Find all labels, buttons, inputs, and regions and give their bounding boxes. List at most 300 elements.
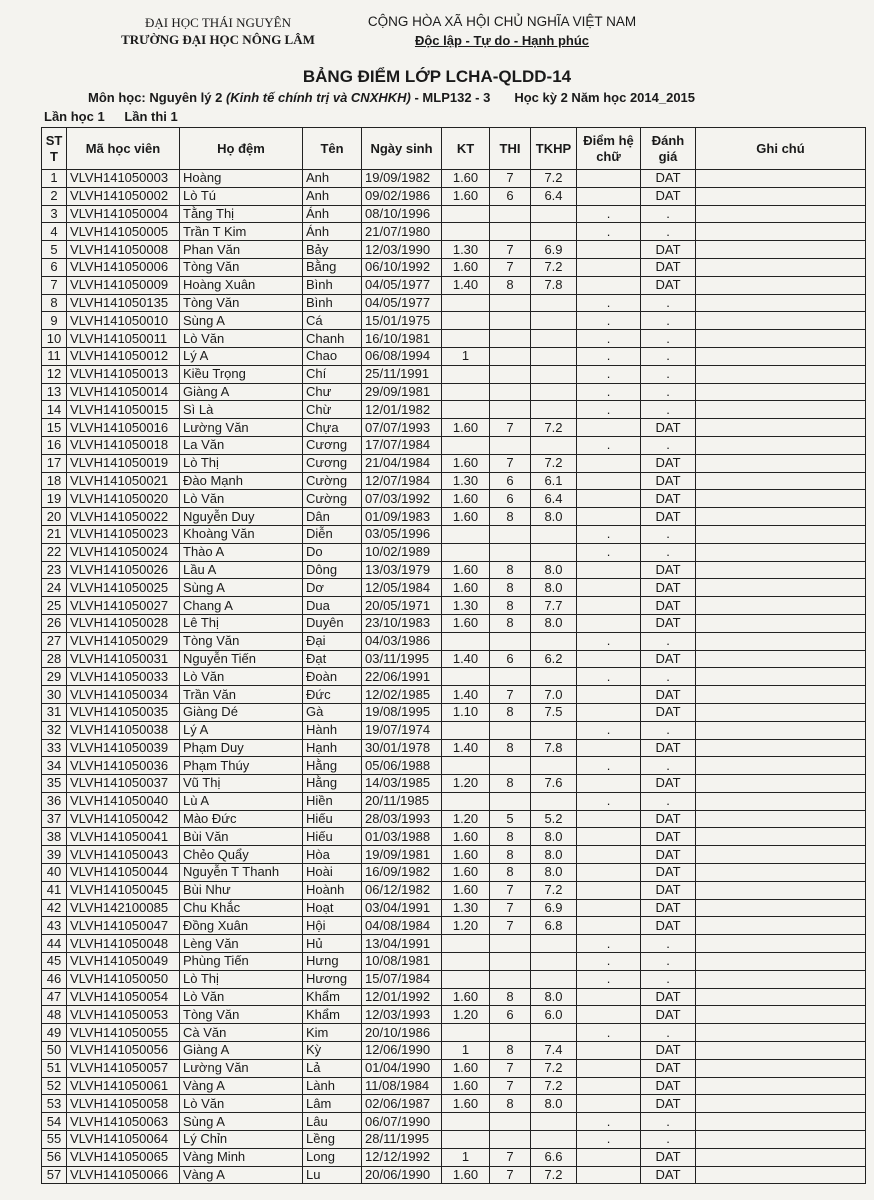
cell-dob: 06/08/1994 [362,347,442,365]
cell-stt: 44 [42,935,67,953]
cell-tkhp: 7.2 [531,419,577,437]
cell-student-code: VLVH141050015 [67,401,180,419]
cell-rating: DAT [641,1166,696,1184]
cell-dob: 09/02/1986 [362,187,442,205]
cell-note [696,508,866,526]
cell-surname: Lường Văn [180,419,303,437]
page-title: BẢNG ĐIỂM LỚP LCHA-QLDD-14 [302,67,572,86]
cell-letter-grade: . [577,1113,641,1131]
cell-thi: 8 [490,1042,531,1060]
cell-letter-grade [577,1077,641,1095]
cell-letter-grade [577,810,641,828]
cell-dob: 21/04/1984 [362,454,442,472]
cell-thi [490,792,531,810]
cell-rating: DAT [641,864,696,882]
table-row [42,294,866,312]
cell-kt [442,953,490,971]
cell-thi: 8 [490,579,531,597]
cell-surname: Lò Văn [180,988,303,1006]
cell-kt: 1.60 [442,1059,490,1077]
cell-tkhp: 8.0 [531,579,577,597]
cell-kt [442,668,490,686]
exam-attempt: Lần thi 1 [124,109,178,124]
cell-thi: 6 [490,472,531,490]
cell-surname: Cà Văn [180,1024,303,1042]
cell-kt: 1.60 [442,881,490,899]
cell-kt: 1.30 [442,472,490,490]
cell-tkhp: 6.2 [531,650,577,668]
cell-note [696,775,866,793]
cell-stt: 41 [42,881,67,899]
cell-student-code: VLVH141050021 [67,472,180,490]
cell-dob: 20/05/1971 [362,597,442,615]
cell-stt: 17 [42,454,67,472]
cell-letter-grade: . [577,721,641,739]
cell-stt: 23 [42,561,67,579]
cell-stt: 18 [42,472,67,490]
cell-kt [442,223,490,241]
cell-tkhp [531,347,577,365]
cell-stt: 30 [42,686,67,704]
cell-stt: 47 [42,988,67,1006]
cell-letter-grade [577,597,641,615]
cell-letter-grade: . [577,1131,641,1149]
cell-student-code: VLVH141050006 [67,258,180,276]
cell-dob: 12/02/1985 [362,686,442,704]
cell-rating: DAT [641,1059,696,1077]
cell-stt: 46 [42,970,67,988]
cell-thi: 7 [490,881,531,899]
cell-tkhp: 8.0 [531,1095,577,1113]
cell-student-code: VLVH141050002 [67,187,180,205]
cell-name: Ánh [303,205,362,223]
cell-name: Cá [303,312,362,330]
cell-letter-grade [577,490,641,508]
cell-name: Hòa [303,846,362,864]
cell-kt [442,436,490,454]
cell-thi [490,312,531,330]
table-row [42,1077,866,1095]
cell-stt: 3 [42,205,67,223]
subject-prefix: Môn học: Nguyên lý 2 [88,90,226,105]
cell-note [696,1113,866,1131]
cell-surname: Trần Văn [180,686,303,704]
cell-thi: 6 [490,650,531,668]
cell-dob: 10/02/1989 [362,543,442,561]
cell-rating: DAT [641,828,696,846]
cell-rating: DAT [641,490,696,508]
cell-dob: 19/08/1995 [362,703,442,721]
cell-dob: 12/03/1993 [362,1006,442,1024]
cell-thi [490,632,531,650]
cell-name: Do [303,543,362,561]
cell-tkhp [531,935,577,953]
cell-rating: DAT [641,703,696,721]
table-row [42,241,866,259]
cell-name: Anh [303,187,362,205]
cell-stt: 45 [42,953,67,971]
cell-kt: 1.60 [442,258,490,276]
cell-kt: 1.60 [442,454,490,472]
subject-code: - MLP132 - 3 [410,90,491,105]
cell-letter-grade [577,917,641,935]
cell-kt [442,757,490,775]
cell-student-code: VLVH141050023 [67,525,180,543]
cell-rating: DAT [641,775,696,793]
cell-letter-grade: . [577,347,641,365]
cell-name: Gà [303,703,362,721]
cell-thi: 8 [490,864,531,882]
cell-rating: DAT [641,561,696,579]
cell-tkhp: 8.0 [531,508,577,526]
cell-surname: Lò Văn [180,668,303,686]
cell-kt [442,1024,490,1042]
cell-rating: DAT [641,899,696,917]
cell-stt: 22 [42,543,67,561]
cell-stt: 11 [42,347,67,365]
cell-dob: 05/06/1988 [362,757,442,775]
cell-student-code: VLVH141050043 [67,846,180,864]
cell-thi [490,223,531,241]
cell-thi [490,525,531,543]
cell-tkhp: 6.0 [531,1006,577,1024]
cell-tkhp [531,330,577,348]
cell-tkhp [531,436,577,454]
cell-rating: . [641,721,696,739]
cell-name: Cương [303,436,362,454]
cell-stt: 56 [42,1148,67,1166]
table-row [42,828,866,846]
cell-dob: 06/10/1992 [362,258,442,276]
table-row [42,597,866,615]
cell-tkhp [531,668,577,686]
cell-tkhp [531,1024,577,1042]
cell-thi: 8 [490,561,531,579]
cell-letter-grade [577,775,641,793]
cell-rating: DAT [641,614,696,632]
cell-student-code: VLVH141050048 [67,935,180,953]
cell-rating: . [641,1024,696,1042]
cell-kt: 1.60 [442,1166,490,1184]
cell-thi: 8 [490,846,531,864]
cell-note [696,899,866,917]
cell-tkhp [531,792,577,810]
table-row [42,525,866,543]
cell-stt: 50 [42,1042,67,1060]
cell-dob: 03/11/1995 [362,650,442,668]
cell-surname: Đồng Xuân [180,917,303,935]
cell-kt: 1.60 [442,579,490,597]
cell-letter-grade: . [577,935,641,953]
cell-tkhp: 7.6 [531,775,577,793]
cell-student-code: VLVH141050012 [67,347,180,365]
cell-thi [490,757,531,775]
table-row [42,187,866,205]
cell-rating: DAT [641,276,696,294]
cell-kt: 1.60 [442,508,490,526]
cell-kt [442,1131,490,1149]
cell-tkhp [531,365,577,383]
cell-name: Lành [303,1077,362,1095]
cell-kt: 1.20 [442,917,490,935]
cell-name: Chao [303,347,362,365]
cell-tkhp [531,525,577,543]
cell-student-code: VLVH141050063 [67,1113,180,1131]
cell-note [696,1095,866,1113]
cell-kt [442,294,490,312]
cell-name: Đức [303,686,362,704]
table-row [42,1006,866,1024]
cell-name: Dua [303,597,362,615]
cell-note [696,1166,866,1184]
cell-letter-grade: . [577,330,641,348]
cell-surname: Phạm Thúy [180,757,303,775]
cell-name: Hiền [303,792,362,810]
cell-name: Bình [303,294,362,312]
cell-stt: 55 [42,1131,67,1149]
cell-thi: 8 [490,739,531,757]
cell-dob: 01/03/1988 [362,828,442,846]
cell-tkhp: 6.6 [531,1148,577,1166]
cell-student-code: VLVH141050008 [67,241,180,259]
cell-stt: 12 [42,365,67,383]
cell-dob: 04/08/1984 [362,917,442,935]
cell-thi: 8 [490,1095,531,1113]
cell-surname: Bùi Như [180,881,303,899]
cell-rating: . [641,668,696,686]
cell-surname: Hoàng [180,170,303,188]
cell-stt: 16 [42,436,67,454]
cell-rating: DAT [641,258,696,276]
cell-thi: 8 [490,988,531,1006]
cell-thi [490,401,531,419]
cell-surname: Nguyễn Tiến [180,650,303,668]
cell-dob: 12/07/1984 [362,472,442,490]
cell-rating: . [641,543,696,561]
cell-letter-grade [577,472,641,490]
table-row [42,1024,866,1042]
cell-rating: . [641,792,696,810]
cell-stt: 57 [42,1166,67,1184]
cell-letter-grade: . [577,312,641,330]
cell-kt: 1.60 [442,864,490,882]
cell-stt: 51 [42,1059,67,1077]
cell-thi: 8 [490,597,531,615]
cell-rating: . [641,525,696,543]
cell-name: Lâu [303,1113,362,1131]
cell-surname: Lầu A [180,561,303,579]
cell-kt: 1.60 [442,846,490,864]
cell-letter-grade: . [577,632,641,650]
cell-stt: 54 [42,1113,67,1131]
cell-tkhp: 8.0 [531,846,577,864]
cell-student-code: VLVH141050005 [67,223,180,241]
cell-thi: 8 [490,775,531,793]
cell-tkhp: 7.2 [531,170,577,188]
cell-name: Bình [303,276,362,294]
cell-tkhp: 8.0 [531,828,577,846]
cell-thi: 8 [490,614,531,632]
cell-surname: Khoàng Văn [180,525,303,543]
cell-thi: 6 [490,187,531,205]
cell-student-code: VLVH141050019 [67,454,180,472]
cell-surname: Tằng Thị [180,205,303,223]
cell-letter-grade [577,241,641,259]
cell-letter-grade [577,703,641,721]
cell-rating: DAT [641,241,696,259]
cell-rating: DAT [641,508,696,526]
cell-note [696,312,866,330]
cell-dob: 28/03/1993 [362,810,442,828]
cell-thi: 7 [490,899,531,917]
cell-student-code: VLVH141050024 [67,543,180,561]
cell-stt: 36 [42,792,67,810]
table-row [42,650,866,668]
cell-surname: Mào Đức [180,810,303,828]
cell-letter-grade [577,276,641,294]
col-note: Ghi chú [696,128,866,170]
cell-name: Hằng [303,775,362,793]
cell-student-code: VLVH141050022 [67,508,180,526]
cell-note [696,650,866,668]
table-row [42,632,866,650]
cell-rating: DAT [641,1006,696,1024]
cell-surname: Trần T Kim [180,223,303,241]
cell-rating: . [641,383,696,401]
cell-surname: Sì Là [180,401,303,419]
cell-stt: 14 [42,401,67,419]
table-row [42,383,866,401]
cell-note [696,1148,866,1166]
col-kt: KT [442,128,490,170]
cell-kt [442,205,490,223]
cell-rating: DAT [641,881,696,899]
cell-name: Diễn [303,525,362,543]
cell-thi: 7 [490,170,531,188]
cell-note [696,864,866,882]
table-row [42,970,866,988]
cell-tkhp [531,953,577,971]
table-header-row [42,128,866,170]
cell-surname: Bùi Văn [180,828,303,846]
cell-student-code: VLVH141050037 [67,775,180,793]
cell-student-code: VLVH141050033 [67,668,180,686]
cell-thi [490,347,531,365]
cell-tkhp: 6.4 [531,187,577,205]
cell-letter-grade: . [577,294,641,312]
cell-dob: 16/09/1982 [362,864,442,882]
cell-student-code: VLVH141050025 [67,579,180,597]
cell-surname: Phạm Duy [180,739,303,757]
cell-stt: 19 [42,490,67,508]
cell-tkhp: 6.9 [531,241,577,259]
cell-letter-grade [577,899,641,917]
cell-thi [490,365,531,383]
cell-thi: 7 [490,686,531,704]
cell-rating: DAT [641,810,696,828]
col-rating: Đánh giá [641,128,696,170]
cell-tkhp [531,383,577,401]
cell-kt: 1 [442,1148,490,1166]
cell-kt: 1 [442,1042,490,1060]
cell-thi [490,436,531,454]
cell-tkhp: 6.4 [531,490,577,508]
cell-kt [442,935,490,953]
cell-name: Chư [303,383,362,401]
cell-rating: DAT [641,917,696,935]
cell-kt: 1.20 [442,775,490,793]
cell-kt: 1.60 [442,419,490,437]
cell-student-code: VLVH141050053 [67,1006,180,1024]
cell-dob: 08/10/1996 [362,205,442,223]
cell-note [696,721,866,739]
faculty-name: TRƯỜNG ĐẠI HỌC NÔNG LÂM [121,32,315,47]
cell-letter-grade: . [577,223,641,241]
cell-thi: 8 [490,703,531,721]
cell-letter-grade [577,419,641,437]
cell-note [696,543,866,561]
table-row [42,170,866,188]
cell-name: Hủ [303,935,362,953]
cell-name: Anh [303,170,362,188]
cell-tkhp [531,312,577,330]
cell-letter-grade [577,650,641,668]
cell-tkhp: 7.8 [531,276,577,294]
cell-letter-grade [577,454,641,472]
cell-tkhp [531,401,577,419]
cell-kt: 1.60 [442,490,490,508]
cell-surname: La Văn [180,436,303,454]
col-tkhp: TKHP [531,128,577,170]
cell-note [696,383,866,401]
cell-rating: DAT [641,1148,696,1166]
cell-name: Hoạt [303,899,362,917]
cell-note [696,205,866,223]
cell-rating: DAT [641,650,696,668]
cell-note [696,970,866,988]
cell-tkhp: 8.0 [531,614,577,632]
table-row [42,881,866,899]
cell-letter-grade [577,846,641,864]
cell-stt: 39 [42,846,67,864]
cell-student-code: VLVH141050028 [67,614,180,632]
cell-rating: DAT [641,187,696,205]
cell-rating: . [641,347,696,365]
cell-letter-grade [577,187,641,205]
cell-surname: Vàng Minh [180,1148,303,1166]
table-row [42,1059,866,1077]
cell-kt: 1.20 [442,810,490,828]
cell-letter-grade [577,881,641,899]
table-row [42,454,866,472]
cell-note [696,614,866,632]
cell-kt [442,312,490,330]
cell-tkhp [531,632,577,650]
cell-kt: 1.40 [442,686,490,704]
cell-letter-grade: . [577,383,641,401]
cell-tkhp: 6.1 [531,472,577,490]
cell-kt: 1.60 [442,187,490,205]
cell-dob: 07/07/1993 [362,419,442,437]
cell-surname: Vũ Thị [180,775,303,793]
cell-rating: . [641,330,696,348]
cell-tkhp: 7.4 [531,1042,577,1060]
cell-kt [442,1113,490,1131]
cell-student-code: VLVH141050027 [67,597,180,615]
cell-dob: 03/05/1996 [362,525,442,543]
cell-tkhp: 6.9 [531,899,577,917]
cell-dob: 17/07/1984 [362,436,442,454]
